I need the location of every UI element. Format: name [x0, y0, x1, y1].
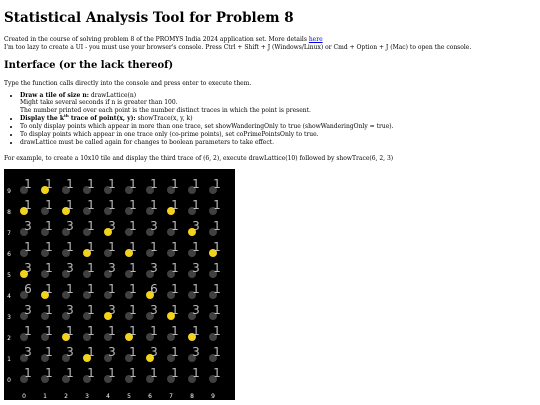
trace-count-label: 1 — [213, 323, 221, 338]
trace-count-label: 1 — [87, 344, 95, 359]
trace-count-label: 3 — [66, 218, 74, 233]
trace-count-label: 3 — [192, 344, 200, 359]
trace-count-label: 1 — [213, 281, 221, 296]
trace-count-label: 1 — [150, 365, 158, 380]
y-axis-label: 7 — [7, 229, 11, 237]
lattice-board — [4, 169, 235, 400]
trace-count-label: 1 — [108, 176, 116, 191]
trace-count-label: 1 — [129, 344, 137, 359]
x-axis-label: 7 — [169, 392, 173, 400]
trace-count-label: 1 — [24, 365, 32, 380]
trace-count-label: 3 — [66, 260, 74, 275]
trace-count-label: 3 — [192, 302, 200, 317]
show-trace-code: showTrace(x, y, k) — [135, 115, 193, 123]
draw-lattice-note-1: Might take several seconds if n is greater than 100. — [20, 99, 178, 107]
trace-count-label: 3 — [66, 302, 74, 317]
trace-count-label: 1 — [108, 197, 116, 212]
trace-count-label: 1 — [171, 302, 179, 317]
trace-count-label: 1 — [192, 176, 200, 191]
trace-count-label: 1 — [129, 239, 137, 254]
page-title: Statistical Analysis Tool for Problem 8 — [4, 10, 294, 26]
trace-count-label: 1 — [192, 323, 200, 338]
example-text: For example, to create a 10x10 tile and display the third trace of (6, 2), execute drawLattice(10) followed by showTrace(6, 2, 3) — [4, 154, 394, 162]
trace-count-label: 1 — [150, 197, 158, 212]
trace-count-label: 1 — [150, 176, 158, 191]
trace-count-label: 1 — [150, 239, 158, 254]
trace-count-label: 1 — [213, 176, 221, 191]
y-axis-label: 6 — [7, 250, 11, 258]
x-axis-label: 1 — [43, 392, 47, 400]
draw-lattice-note-2: The number printed over each point is the number distinct traces in which the point is present. — [20, 107, 311, 115]
trace-count-label: 1 — [87, 365, 95, 380]
trace-count-label: 1 — [171, 239, 179, 254]
y-axis-label: 3 — [7, 313, 11, 321]
trace-count-label: 1 — [66, 176, 74, 191]
list-item-redraw-note: • drawLattice must be called again for changes to boolean parameters to take effect. — [20, 139, 536, 147]
list-item-show-trace — [20, 115, 536, 123]
x-axis-label: 2 — [64, 392, 68, 400]
function-list — [4, 92, 536, 147]
trace-count-label: 3 — [24, 218, 32, 233]
trace-count-label: 1 — [87, 176, 95, 191]
trace-count-label: 1 — [192, 197, 200, 212]
trace-count-label: 1 — [108, 365, 116, 380]
trace-count-label: 1 — [171, 365, 179, 380]
trace-count-label: 1 — [213, 197, 221, 212]
y-axis-label: 8 — [7, 208, 11, 216]
trace-count-label: 1 — [87, 197, 95, 212]
x-axis-label: 8 — [190, 392, 194, 400]
trace-count-label: 1 — [213, 344, 221, 359]
x-axis-label: 4 — [106, 392, 110, 400]
trace-count-label: 1 — [213, 239, 221, 254]
trace-count-label: 1 — [45, 260, 53, 275]
trace-count-label: 1 — [171, 218, 179, 233]
trace-count-label: 1 — [108, 281, 116, 296]
trace-count-label: 1 — [213, 365, 221, 380]
show-trace-label: Display the $k^{th}$ trace of point(x, y): — [20, 113, 136, 123]
x-axis-label: 5 — [127, 392, 131, 400]
trace-count-label: 1 — [45, 302, 53, 317]
trace-count-label: 3 — [150, 344, 158, 359]
trace-count-label: 1 — [66, 365, 74, 380]
trace-count-label: 6 — [24, 281, 32, 296]
trace-count-label: 1 — [87, 281, 95, 296]
trace-count-label: 1 — [87, 260, 95, 275]
trace-count-label: 3 — [108, 218, 116, 233]
trace-count-label: 1 — [213, 218, 221, 233]
trace-count-label: 1 — [45, 365, 53, 380]
trace-count-label: 1 — [45, 281, 53, 296]
trace-count-label: 1 — [87, 323, 95, 338]
intro-paragraph — [4, 36, 536, 52]
trace-count-label: 1 — [45, 323, 53, 338]
draw-lattice-code: drawLattice(n) — [88, 91, 137, 99]
trace-count-label: 3 — [108, 260, 116, 275]
trace-count-label: 1 — [24, 323, 32, 338]
y-axis-label: 1 — [7, 355, 11, 363]
trace-count-label: 1 — [213, 302, 221, 317]
trace-count-label: 3 — [108, 344, 116, 359]
intro-line2: I'm too lazy to create a UI - you must use your browser's console. Press Ctrl + Shift + J (Windows/Linux) or Cmd + Option + J (Mac) to open the console. — [4, 43, 472, 51]
lattice-background — [4, 169, 235, 400]
trace-count-label: 1 — [24, 239, 32, 254]
trace-count-label: 1 — [129, 260, 137, 275]
y-axis-label: 2 — [7, 334, 11, 342]
trace-count-label: 3 — [24, 344, 32, 359]
trace-count-label: 1 — [45, 218, 53, 233]
x-axis-label: 9 — [211, 392, 215, 400]
trace-count-label: 1 — [66, 323, 74, 338]
trace-count-label: 1 — [171, 197, 179, 212]
x-axis-label: 3 — [85, 392, 89, 400]
trace-count-label: 1 — [129, 302, 137, 317]
trace-count-label: 1 — [66, 239, 74, 254]
trace-count-label: 3 — [192, 218, 200, 233]
trace-count-label: 1 — [129, 323, 137, 338]
x-axis-label: 0 — [22, 392, 26, 400]
x-axis-label: 6 — [148, 392, 152, 400]
trace-count-label: 1 — [87, 302, 95, 317]
trace-count-label: 1 — [66, 281, 74, 296]
trace-count-label: 1 — [24, 176, 32, 191]
trace-count-label: 1 — [45, 197, 53, 212]
trace-count-label: 1 — [24, 197, 32, 212]
trace-count-label: 3 — [108, 302, 116, 317]
trace-count-label: 1 — [129, 218, 137, 233]
trace-count-label: 1 — [171, 260, 179, 275]
interface-intro: Type the function calls directly into the console and press enter to execute them. — [4, 79, 252, 87]
trace-count-label: 1 — [171, 281, 179, 296]
trace-count-label: 1 — [45, 176, 53, 191]
y-axis-label: 0 — [7, 376, 11, 384]
trace-count-label: 1 — [192, 281, 200, 296]
list-item-coprime-only: • To display points which appear in one trace only (co-prime points), set coPrimePointsOnly to true. — [20, 131, 536, 139]
trace-count-label: 1 — [171, 323, 179, 338]
trace-count-label: 1 — [87, 218, 95, 233]
draw-lattice-label: Draw a tile of size n: — [20, 91, 89, 99]
trace-count-label: 1 — [87, 239, 95, 254]
trace-count-label: 1 — [108, 239, 116, 254]
trace-count-label: 1 — [192, 239, 200, 254]
trace-count-label: 3 — [150, 302, 158, 317]
trace-count-label: 1 — [192, 365, 200, 380]
list-item-draw-lattice — [20, 92, 536, 116]
trace-count-label: 1 — [108, 323, 116, 338]
y-axis-label: 5 — [7, 271, 11, 279]
trace-count-label: 3 — [24, 302, 32, 317]
trace-count-label: 1 — [66, 197, 74, 212]
trace-count-label: 1 — [171, 344, 179, 359]
details-link[interactable]: here — [308, 36, 323, 44]
trace-count-label: 6 — [150, 281, 158, 296]
trace-count-label: 3 — [192, 260, 200, 275]
trace-count-label: 1 — [129, 365, 137, 380]
lattice-canvas[interactable] — [4, 169, 235, 400]
trace-count-label: 1 — [129, 197, 137, 212]
trace-count-label: 3 — [24, 260, 32, 275]
y-axis-label: 4 — [7, 292, 11, 300]
trace-count-label: 1 — [171, 176, 179, 191]
trace-count-label: 1 — [129, 281, 137, 296]
intro-line1: Created in the course of solving problem 8 of the PROMYS India 2024 application set. More details — [4, 36, 309, 44]
trace-count-label: 3 — [66, 344, 74, 359]
trace-count-label: 1 — [45, 239, 53, 254]
trace-count-label: 1 — [213, 260, 221, 275]
interface-heading: Interface (or the lack thereof) — [4, 59, 174, 71]
trace-count-label: 3 — [150, 218, 158, 233]
list-item-wandering-only: • To only display points which appear in more than one trace, set showWanderingOnly to true (showWanderingOnly = true). — [20, 123, 536, 131]
trace-count-label: 1 — [129, 176, 137, 191]
trace-count-label: 1 — [45, 344, 53, 359]
trace-count-label: 1 — [150, 323, 158, 338]
trace-count-label: 3 — [150, 260, 158, 275]
y-axis-label: 9 — [7, 187, 11, 195]
